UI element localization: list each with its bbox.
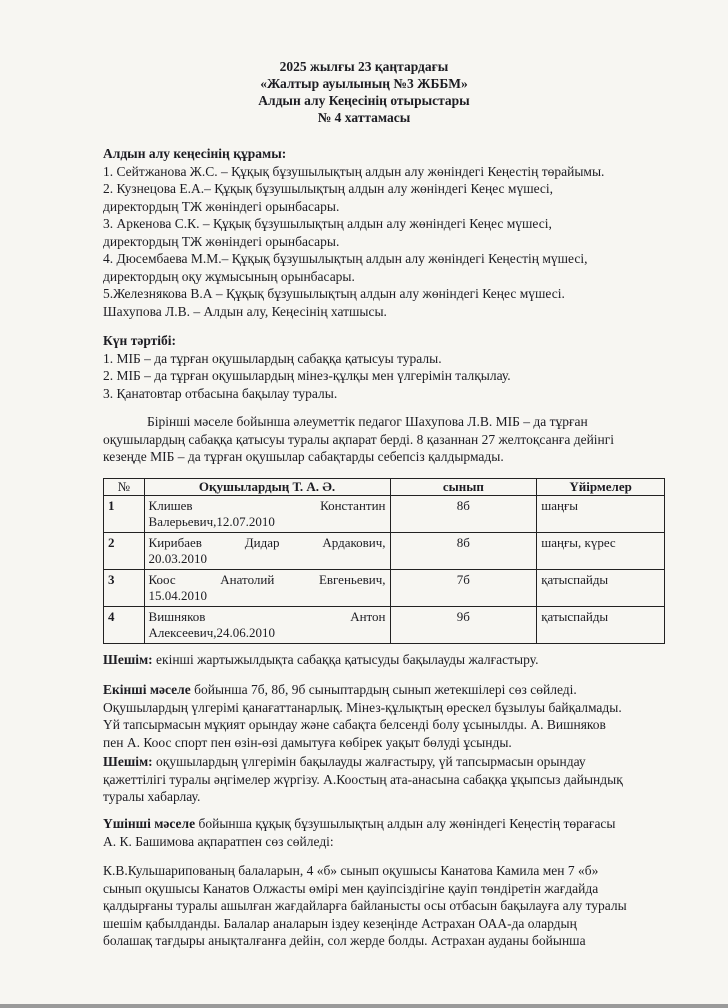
student-surname: Вишняков [148,609,206,624]
protocol-header [0,58,728,126]
composition-title: Алдын алу кеңесінің құрамы: [103,146,287,161]
header-protocol-number: № 4 хаттамасы [317,110,411,125]
composition-line: 1. Сейтжанова Ж.С. – Құқық бұзушылықтың алдын алу жөніндегі Кеңестің төрайымы. [103,163,605,179]
student-clubs: шаңғы, күрес [537,533,665,570]
student-first-name: Дидар [244,535,280,550]
composition-line: директордың ТЖ жөніндегі орынбасары. [103,198,340,214]
agenda-item: 1. МІБ – да тұрған оқушылардың сабаққа қатысуы туралы. [103,350,442,366]
scan-edge [0,1004,728,1008]
student-first-name: Константин [320,498,386,513]
table-header-row [104,479,665,496]
student-clubs: қатыспайды [537,570,665,607]
agenda [103,332,678,402]
student-name [144,533,390,570]
student-birthdate: 20.03.2010 [148,551,208,566]
table-row [104,570,665,607]
composition-line: директордың оқу жұмысының орынбасары. [103,268,355,284]
student-first-name: Антон [350,609,386,624]
issue-two-label: Екінші мәселе [103,682,191,697]
issue-three-paragraph [103,815,678,850]
composition-line: 4. Дюсембаева М.М.– Құқық бұзушылықтың алдын алу жөніндегі Кеңестің мүшесі, [103,251,588,266]
agenda-item: 2. МІБ – да тұрған оқушылардың мінез-құлқы мен үлгерімін талқылау. [103,368,511,383]
paragraph-line: туралы хабарлау. [103,789,201,804]
student-class: 8б [390,496,537,533]
student-clubs: қатыспайды [537,607,665,644]
student-class: 8б [390,533,537,570]
paragraph-line: К.В.Кульшарипованың балаларын, 4 «б» сынып оқушысы Канатова Камила мен 7 «б» [103,863,599,878]
paragraph-line: оқушылардың үлгерімін бақылауды жалғастыру, үй тапсырмасын орындау [152,754,586,769]
agenda-item: 3. Қанатовтар отбасына бақылау туралы. [103,385,338,401]
composition-line: 2. Кузнецова Е.А.– Құқық бұзушылықтың алдын алу жөніндегі Кеңес мүшесі, [103,181,554,196]
paragraph-line: кезеңде МІБ – да тұрған оқушылар сабақтарды себепсіз қалдырмады. [103,449,504,464]
header-date: 2025 жылғы 23 қаңтардағы [279,59,449,74]
row-number: 2 [104,533,145,570]
table-row [104,496,665,533]
header-school: «Жалтыр ауылының №3 ЖББМ» [260,76,468,91]
student-first-name: Анатолий [220,572,275,587]
student-surname: Кирибаев [148,535,202,550]
paragraph-line: А. К. Башимова ақпаратпен сөз сөйледі: [103,833,334,849]
table-row [104,533,665,570]
column-header-name: Оқушылардың Т. А. Ә. [144,479,390,496]
student-surname: Коос [148,572,176,587]
issue-three-label: Үшінші мәселе [103,816,196,831]
column-header-clubs: Үйірмелер [537,479,665,496]
student-name [144,607,390,644]
student-patronymic-birthdate: Алексеевич,24.06.2010 [148,625,276,640]
issue-one-paragraph [103,413,678,466]
students-table [103,478,665,644]
paragraph-line: бойынша 7б, 8б, 9б сыныптардың сынып жетекшілері сөз сөйледі. [190,682,577,697]
decision-text: екінші жартыжылдықта сабаққа қатысуды бақылауды жалғастыру. [152,652,539,667]
paragraph-line: бойынша құқық бұзушылықтың алдын алу жөніндегі Кеңестің төрағасы [195,816,616,831]
composition-line: 3. Аркенова С.К. – Құқық бұзушылықтың алдын алу жөніндегі Кеңес мүшесі, [103,216,552,231]
paragraph-line: қажеттілігі туралы әңгімелер жүргізу. А.Коостың ата-анасына сабаққа ұқыпсыз дайындық [103,771,623,787]
paragraph-line: Оқушылардың үлгерімі қанағаттанарлық. Мінез-құлықтың өрескел бұзылуы байқалмады. [103,699,622,715]
student-patronymic-birthdate: Валерьевич,12.07.2010 [148,514,275,529]
decision-one [103,651,678,669]
agenda-title: Күн тәртібі: [103,333,177,348]
paragraph-line: Бірінші мәселе бойынша әлеуметтік педагог Шахупова Л.В. МІБ – да тұрған [147,414,588,429]
student-class: 9б [390,607,537,644]
composition-line: 5.Железнякова В.А – Құқық бұзушылықтың алдын алу жөніндегі Кеңес мүшесі. [103,286,565,301]
composition-line: директордың ТЖ жөніндегі орынбасары. [103,233,340,249]
decision-two [103,753,678,806]
decision-label: Шешім: [103,754,153,769]
paragraph-line: оқушылардың сабаққа қатысуы туралы ақпарат берді. 8 қазаннан 27 желтоқсанға дейінгі [103,431,615,447]
composition-line: Шахупова Л.В. – Алдын алу, Кеңесінің хатшысы. [103,303,387,319]
student-patronymic: Евгеньевич, [318,572,386,587]
council-composition [103,145,678,320]
row-number: 4 [104,607,145,644]
student-clubs: шаңғы [537,496,665,533]
student-name [144,496,390,533]
issue-two-paragraph [103,681,678,751]
paragraph-line: сынып оқушысы Канатов Олжасты өмірі мен қауіпсіздігіне қауіп төндіретін жағдайда [103,880,599,896]
student-birthdate: 15.04.2010 [148,588,208,603]
column-header-number: № [104,479,145,496]
table-row [104,607,665,644]
row-number: 3 [104,570,145,607]
student-class: 7б [390,570,537,607]
paragraph-line: қалдырғаны туралы ашылған жағдайларға байланысты осы отбасын бақылауға алу туралы [103,898,627,913]
paragraph-line: пен А. Коос спорт пен өзін-өзі дамытуға көбірек уақыт бөлуді ұсынды. [103,734,512,750]
paragraph-line: болашақ тағдыры анықталғанға дейін, сол жерде болды. Астрахан ауданы бойынша [103,933,586,948]
student-surname: Клишев [148,498,193,513]
student-patronymic: Ардакович, [322,535,386,550]
student-name [144,570,390,607]
paragraph-line: Үй тапсырмасын мұқият орындау және сабақта белсенді болу ұсынылды. А. Вишняков [103,717,606,732]
paragraph-line: шешім қабылданды. Балалар аналарын іздеу кезеңінде Астрахан ОАА-да олардың [103,915,577,931]
decision-label: Шешім: [103,652,153,667]
row-number: 1 [104,496,145,533]
issue-three-body [103,862,678,950]
header-council: Алдын алу Кеңесінің отырыстары [258,93,470,108]
column-header-class: сынып [390,479,537,496]
